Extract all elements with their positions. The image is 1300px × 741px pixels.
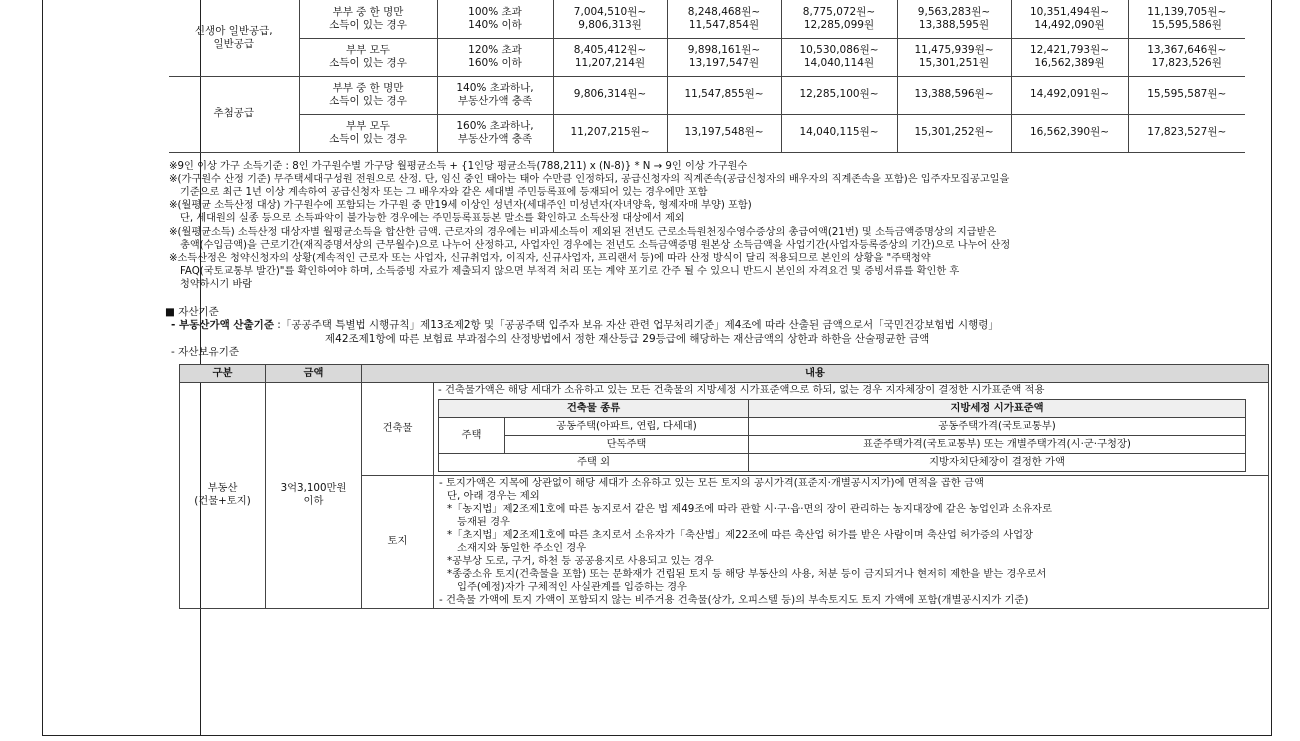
asset-section	[165, 306, 1267, 360]
category-cell: 부동산 (건물+토지)	[180, 382, 266, 608]
header-category: 구분	[180, 364, 266, 382]
table-row	[439, 417, 1246, 435]
value-cell: 13,197,548원~	[667, 114, 781, 152]
value-cell: 12,421,793원~ 16,562,389원	[1011, 38, 1128, 76]
land-line: 단, 아래 경우는 제외	[447, 489, 540, 502]
land-content	[434, 475, 1269, 608]
real-estate-label: - 부동산가액 산출기준	[171, 319, 274, 332]
land-line: *종중소유 토지(건축물을 포함) 또는 문화재가 건립된 토지 등 해당 부동산의 사용, 처분 등이 금지되거나 현저히 제한을 받는 경우로서	[447, 567, 1047, 580]
land-line: 등재된 경우	[457, 515, 511, 528]
building-value: 공동주택가격(국토교통부)	[749, 417, 1246, 435]
value-cell: 14,492,091원~	[1011, 76, 1128, 114]
building-type: 주택 외	[439, 453, 749, 471]
sub-cell: 부부 중 한 명만 소득이 있는 경우	[299, 0, 437, 38]
header-amount: 금액	[266, 364, 362, 382]
real-estate-text-cont: 제42조제1항에 따른 보험료 부과점수의 산정방법에서 정한 재산등급 29등급에 해당하는 재산금액의 상한과 하한을 산술평균한 금액	[325, 332, 930, 345]
ratio-cell: 120% 초과 160% 이하	[437, 38, 553, 76]
category-cell: 추첨공급	[169, 76, 299, 152]
value-cell: 13,367,646원~ 17,823,526원	[1128, 38, 1245, 76]
land-line: - 토지가액은 지목에 상관없이 해당 세대가 소유하고 있는 모든 토지의 공시가격(표준지·개별공시지가)에 면적을 곱한 금액	[439, 476, 984, 489]
ratio-cell: 160% 초과하나, 부동산가액 충족	[437, 114, 553, 152]
category-cell: 신생아 일반공급, 일반공급	[169, 0, 299, 76]
value-cell: 17,823,527원~	[1128, 114, 1245, 152]
income-table	[169, 0, 1245, 153]
table-header-row	[439, 399, 1246, 417]
sub-cell: 부부 모두 소득이 있는 경우	[299, 114, 437, 152]
value-cell: 12,285,100원~	[781, 76, 897, 114]
building-intro: - 건축물가액은 해당 세대가 소유하고 있는 모든 건축물의 지방세정 시가표준액으로 하되, 없는 경우 지자체장이 결정한 시가표준액 적용	[438, 383, 1045, 396]
value-cell: 11,139,705원~ 15,595,586원	[1128, 0, 1245, 38]
land-line: 입주(예정)자가 구체적인 사실관계를 입증하는 경우	[457, 580, 688, 593]
value-cell: 15,595,587원~	[1128, 76, 1245, 114]
value-cell: 8,405,412원~ 11,207,214원	[553, 38, 667, 76]
income-notes	[169, 160, 1269, 292]
value-cell: 16,562,390원~	[1011, 114, 1128, 152]
note-line: FAQ(국토교통부 발간)"를 확인하여야 하며, 소득증빙 자료가 제출되지 않으면 부적격 처리 또는 계약 포기로 간주 될 수 있으니 반드시 본인의 자격요건 및 증빙서류를 확인한 후	[180, 266, 960, 278]
table-row	[180, 382, 1269, 475]
land-label: 토지	[362, 475, 434, 608]
value-cell: 10,351,494원~ 14,492,090원	[1011, 0, 1128, 38]
header-standard-value: 지방세정 시가표준액	[749, 399, 1246, 417]
table-row	[439, 453, 1246, 471]
value-cell: 11,547,855원~	[667, 76, 781, 114]
value-cell: 8,248,468원~ 11,547,854원	[667, 0, 781, 38]
table-row	[439, 435, 1246, 453]
asset-heading: ■ 자산기준	[165, 305, 219, 318]
value-cell: 13,388,596원~	[897, 76, 1011, 114]
real-estate-text: :「공공주택 특별법 시행규칙」제13조제2항 및「공공주택 입주자 보유 자산 관련 업무처리기준」제4조에 따라 산출된 금액으로서「국민건강보험법 시행령」	[273, 319, 999, 332]
building-type: 공동주택(아파트, 연립, 다세대)	[505, 417, 749, 435]
note-line: 단, 세대원의 실종 등으로 소득파악이 불가능한 경우에는 주민등록표등본 말소를 확인하고 소득산정 대상에서 제외	[180, 213, 685, 225]
ratio-cell: 140% 초과하나, 부동산가액 충족	[437, 76, 553, 114]
header-building-type: 건축물 종류	[439, 399, 749, 417]
amount-cell: 3억3,100만원 이하	[266, 382, 362, 608]
value-cell: 9,898,161원~ 13,197,547원	[667, 38, 781, 76]
building-type: 단독주택	[505, 435, 749, 453]
note-line: ※(가구원수 산정 기준) 무주택세대구성원 전원으로 산정. 단, 임신 중인 태아는 태아 수만큼 인정하되, 공급신청자의 직계존속(공급신청자의 배우자의 직계존속을 포함)은 입주자모집공고일을	[169, 173, 1010, 185]
real-estate-criteria	[165, 319, 1267, 333]
table-header-row	[180, 364, 1269, 382]
content-area	[165, 0, 1267, 609]
note-line: ※9인 이상 가구 소득기준 : 8인 가구원수별 가구당 월평균소득 + {1인당 평균소득(788,211) x (N-8)} * N → 9인 이상 가구원수	[169, 160, 748, 172]
building-label: 건축물	[362, 382, 434, 475]
value-cell: 15,301,252원~	[897, 114, 1011, 152]
table-row	[169, 0, 1245, 38]
value-cell: 9,806,314원~	[553, 76, 667, 114]
sub-cell: 부부 모두 소득이 있는 경우	[299, 38, 437, 76]
note-line: ※(월평균소득) 소득산정 대상자별 월평균소득을 합산한 금액. 근로자의 경우에는 비과세소득이 제외된 전년도 근로소득원천징수영수증상의 총급여액(21번) 및 소득금액증명상의 지급받은	[169, 226, 997, 238]
building-content	[434, 382, 1269, 475]
note-line: ※(월평균 소득산정 대상) 가구원수에 포함되는 가구원 중 만19세 이상인 성년자(세대주인 미성년자(자녀양육, 형제자매 부양) 포함)	[169, 200, 752, 212]
building-value: 지방자치단체장이 결정한 가액	[749, 453, 1246, 471]
land-line: *「초지법」제2조제1호에 따른 초지로서 소유자가「축산법」제22조에 따른 축산업 허가를 받은 사람이며 축산업 허가증의 사업장	[447, 528, 1033, 541]
value-cell: 11,475,939원~ 15,301,251원	[897, 38, 1011, 76]
note-line: 청약하시기 바람	[180, 279, 253, 291]
value-cell: 10,530,086원~ 14,040,114원	[781, 38, 897, 76]
sub-cell: 부부 중 한 명만 소득이 있는 경우	[299, 76, 437, 114]
land-line: 소재지와 동일한 주소인 경우	[457, 541, 587, 554]
value-cell: 7,004,510원~ 9,806,313원	[553, 0, 667, 38]
holding-label: - 자산보유기준	[171, 346, 239, 359]
table-row	[169, 38, 1245, 76]
header-content: 내용	[362, 364, 1269, 382]
value-cell: 14,040,115원~	[781, 114, 897, 152]
asset-table	[179, 364, 1269, 609]
note-line: 기준으로 최근 1년 이상 계속하여 공급신청자 또는 그 배우자와 같은 세대별 주민등록표에 등재되어 있는 경우에만 포함	[180, 186, 708, 198]
value-cell: 8,775,072원~ 12,285,099원	[781, 0, 897, 38]
table-row	[169, 76, 1245, 114]
land-line: *공부상 도로, 구거, 하천 등 공공용지로 사용되고 있는 경우	[447, 554, 714, 567]
building-value: 표준주택가격(국토교통부) 또는 개별주택가격(시·군·구청장)	[749, 435, 1246, 453]
note-line: 총액(수입금액)을 근로기간(재직증명서상의 근무월수)으로 나누어 산정하고, 사업자인 경우에는 전년도 소득금액증명 원본상 소득금액을 사업기간(사업자등록증상의 기간)으로 나누어 산정	[180, 239, 1011, 251]
land-line: - 건축물 가액에 토지 가액이 포함되지 않는 비주거용 건축물(상가, 오피스텔 등)의 부속토지도 토지 가액에 포함(개별공시지가 기준)	[439, 593, 1029, 606]
value-cell: 11,207,215원~	[553, 114, 667, 152]
housing-label: 주택	[439, 417, 505, 453]
land-line: *「농지법」제2조제1호에 따른 농지로서 같은 법 제49조에 따라 관할 시·구·읍·면의 장이 관리하는 농지대장에 같은 농업인과 소유자로	[447, 502, 1052, 515]
table-row	[169, 114, 1245, 152]
note-line: ※소득산정은 청약신청자의 상황(계속적인 근로자 또는 사업자, 신규취업자, 이직자, 신규사업자, 프리랜서 등)에 따라 산정 방식이 달리 적용되므로 본인의 상황을 "주택청약	[169, 252, 931, 264]
building-table	[438, 399, 1246, 472]
ratio-cell: 100% 초과 140% 이하	[437, 0, 553, 38]
value-cell: 9,563,283원~ 13,388,595원	[897, 0, 1011, 38]
